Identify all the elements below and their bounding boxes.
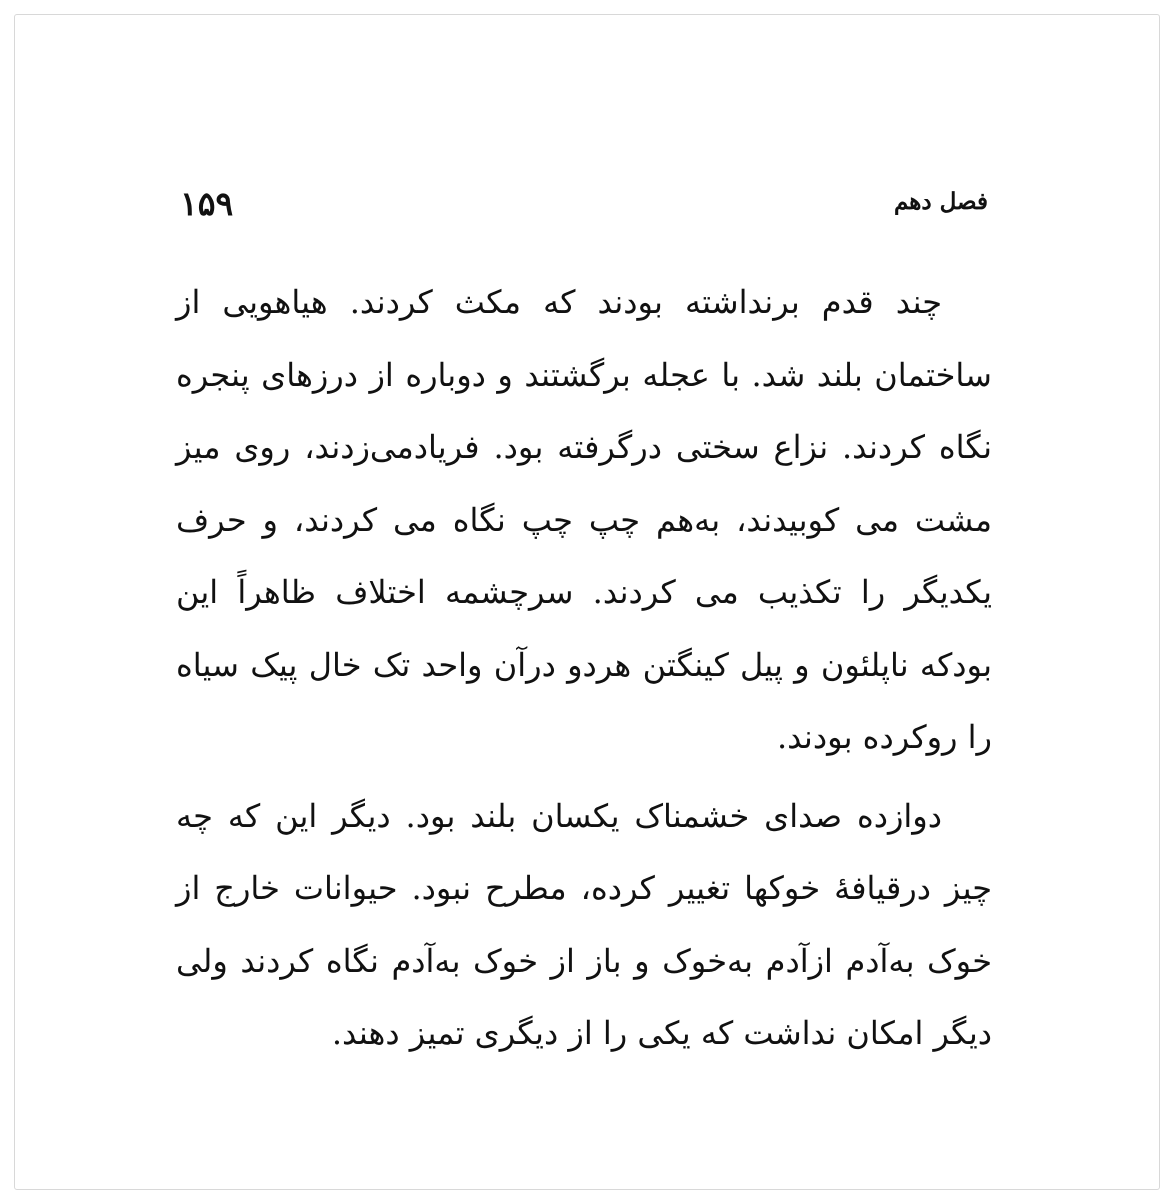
body-text bbox=[176, 266, 992, 1070]
chapter-title: فصل دهم bbox=[893, 188, 988, 215]
page-number: ۱۵۹ bbox=[180, 184, 234, 223]
page-header bbox=[180, 184, 988, 224]
paragraph-1: چند قدم برنداشته بودند که مکث کردند. هیاهویی از ساختمان بلند شد. با عجله برگشتند و دوباره از درزهای پنجره نگاه کردند. نزاع سختی درگرفته بود. فریادمی‌زدند، روی میز مشت می کوبیدند، به‌هم چپ چپ نگاه می کردند، و حرف یکدیگر را تکذیب می کردند. سرچشمه اختلاف ظاهراً این بودکه ناپلئون و پیل کینگتن هردو درآن واحد تک خال پیک سیاه را روکرده بودند. bbox=[176, 283, 992, 756]
paragraph-2: دوازده صدای خشمناک یکسان بلند بود. دیگر این که چه چیز درقیافهٔ خوکها تغییر کرده، مطرح نبود. حیوانات خارج از خوک به‌آدم ازآدم به‌خوک و باز از خوک به‌آدم نگاه کردند ولی دیگر امکان نداشت که یکی را از دیگری تمیز دهند. bbox=[176, 796, 993, 1052]
